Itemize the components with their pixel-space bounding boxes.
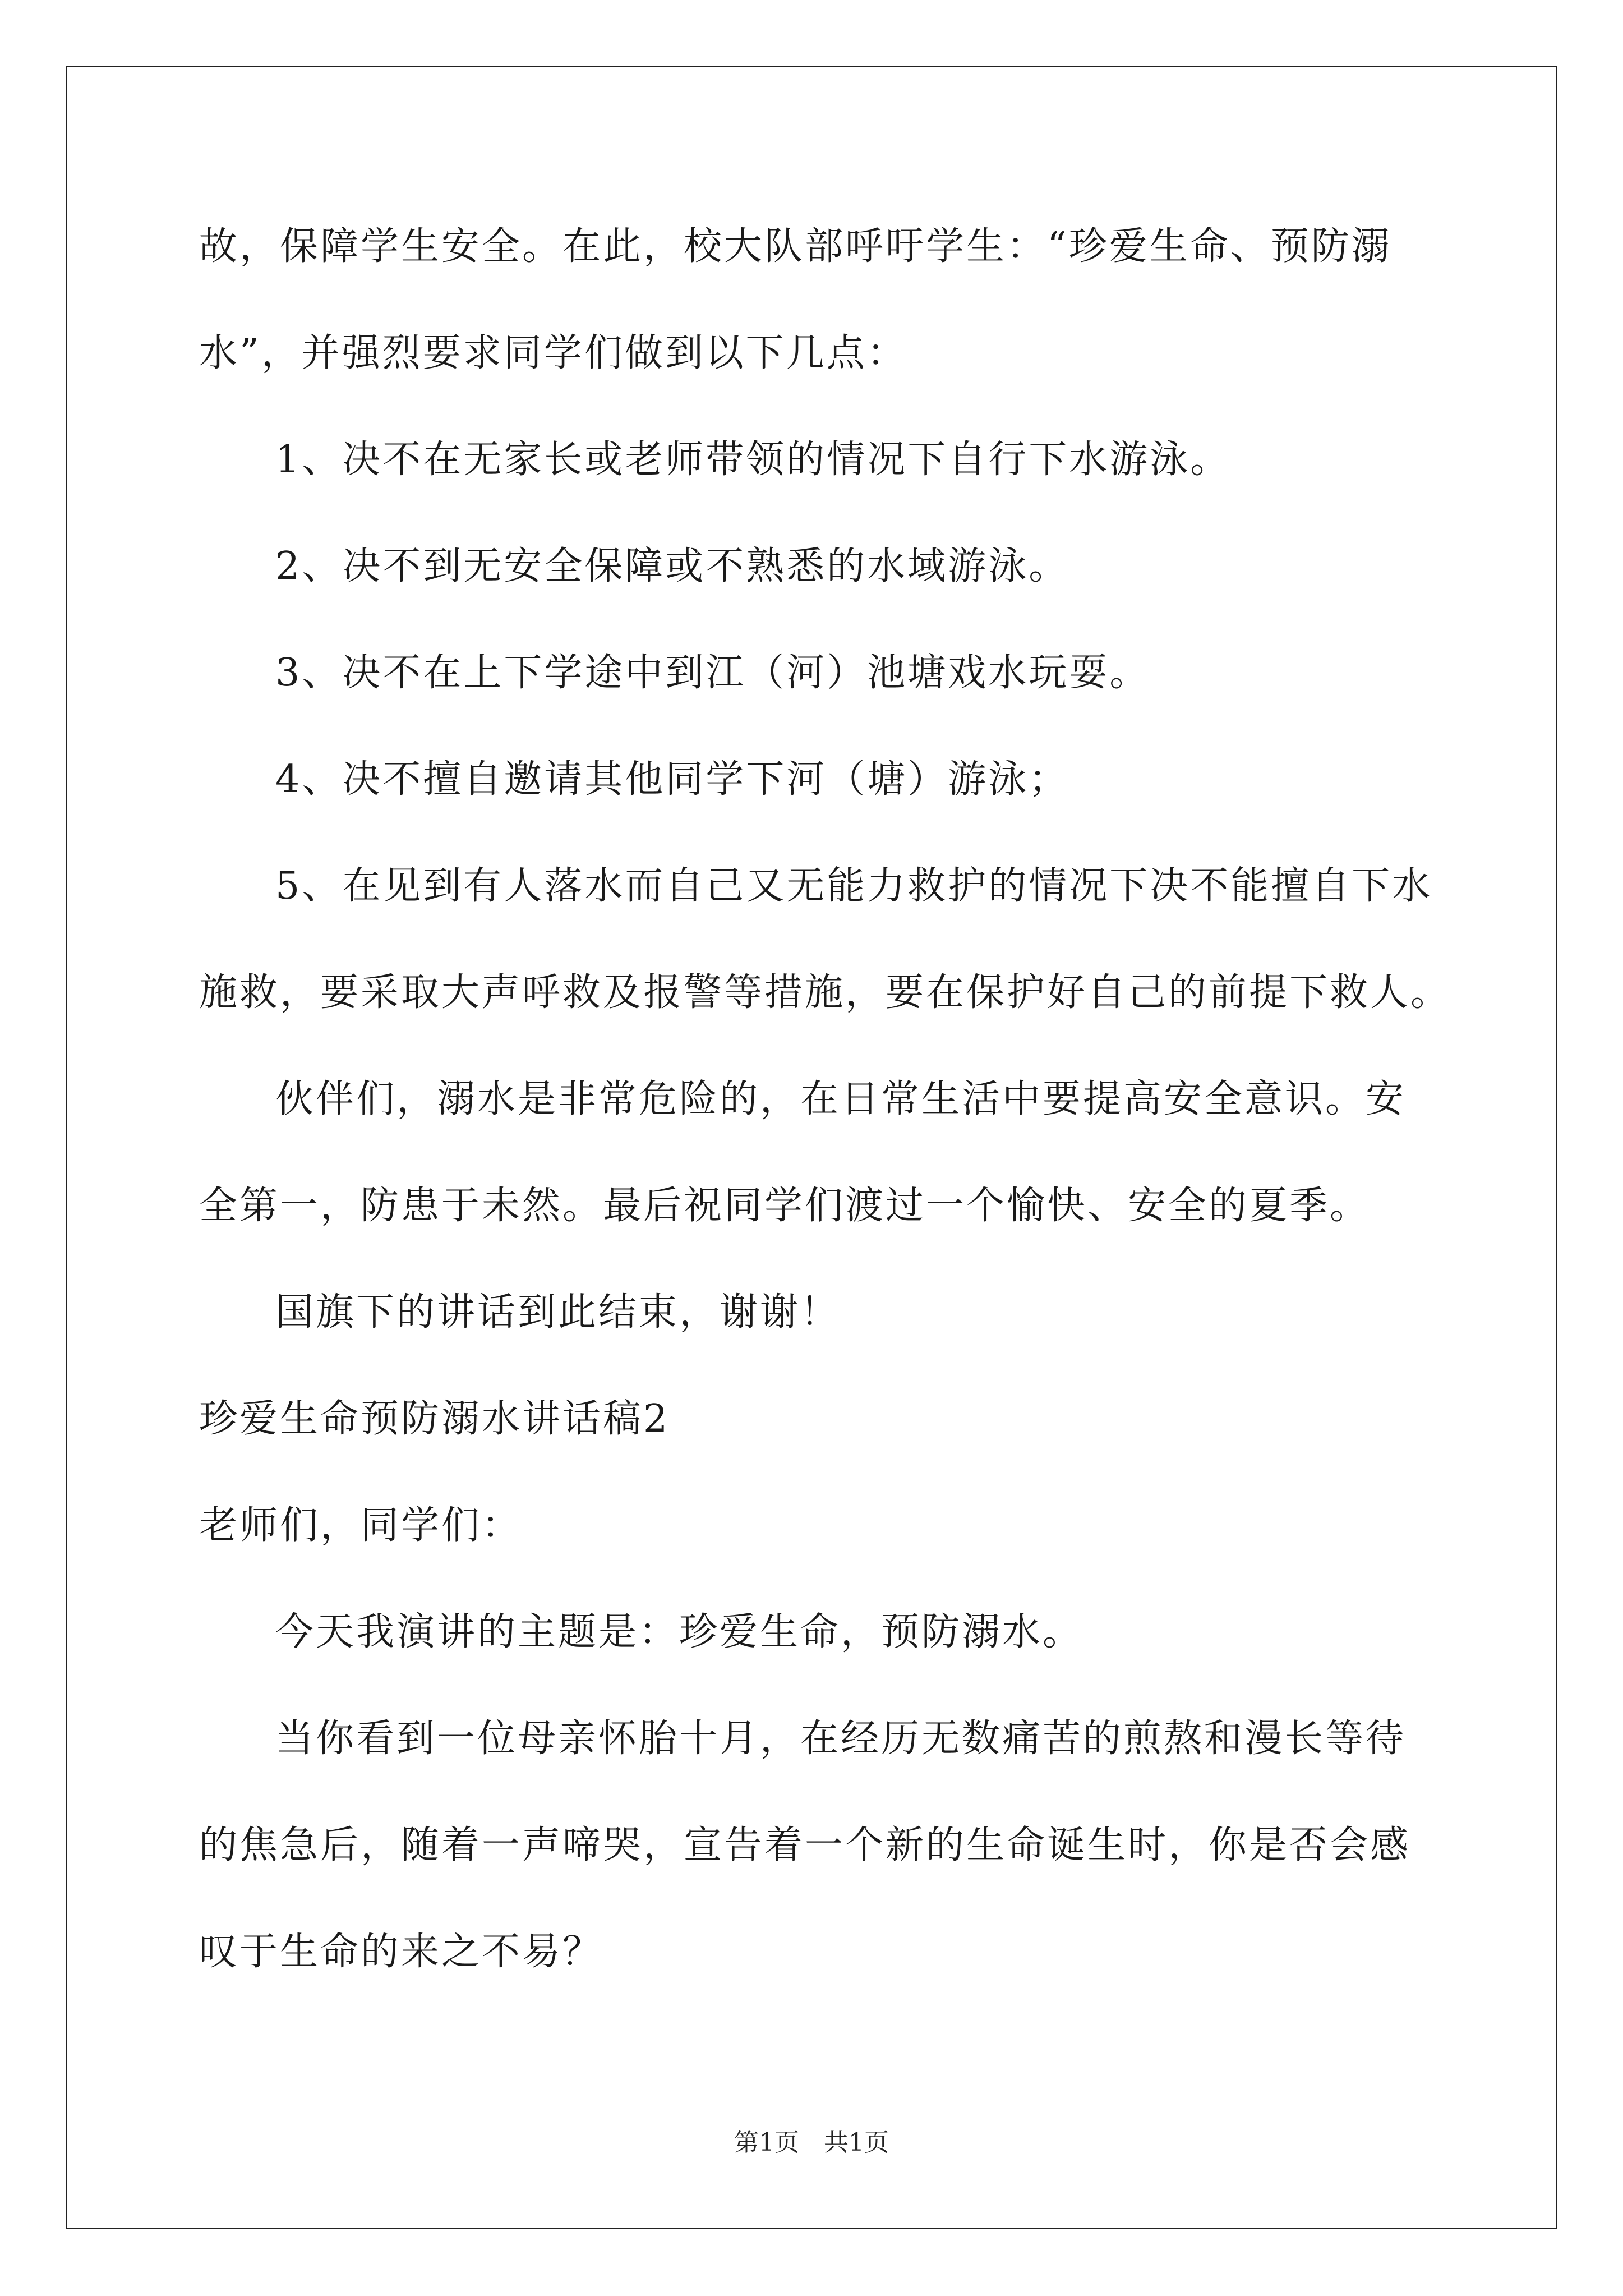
paragraph-line: 伙伴们，溺水是非常危险的，在日常生活中要提高安全意识。安 — [275, 1077, 1407, 1121]
salutation: 老师们，同学们： — [199, 1503, 523, 1548]
paragraph-line: 故，保障学生安全。在此，校大队部呼吁学生：“珍爱生命、预防溺 — [199, 224, 1392, 269]
page-border — [66, 66, 1557, 2229]
list-item-3: 3、决不在上下学途中到江（河）池塘戏水玩耍。 — [275, 651, 1150, 695]
section-title: 珍爱生命预防溺水讲话稿2 — [199, 1397, 670, 1441]
list-item-5: 5、在见到有人落水而自己又无能力救护的情况下决不能擅自下水 — [275, 864, 1433, 908]
page-number: 第1页 共1页 — [734, 2128, 889, 2157]
paragraph-line: 当你看到一位母亲怀胎十月，在经历无数痛苦的煎熬和漫长等待 — [275, 1717, 1407, 1761]
paragraph-line: 叹于生命的来之不易？ — [199, 1930, 603, 1974]
paragraph-line: 今天我演讲的主题是：珍爱生命，预防溺水。 — [275, 1610, 1083, 1654]
paragraph-line: 施救，要采取大声呼救及报警等措施，要在保护好自己的前提下救人。 — [199, 970, 1451, 1015]
list-item-2: 2、决不到无安全保障或不熟悉的水域游泳。 — [275, 544, 1069, 588]
paragraph-line: 的焦急后，随着一声啼哭，宣告着一个新的生命诞生时，你是否会感 — [199, 1823, 1411, 1867]
list-item-4: 4、决不擅自邀请其他同学下河（塘）游泳； — [275, 757, 1069, 802]
list-item-1: 1、决不在无家长或老师带领的情况下自行下水游泳。 — [275, 438, 1231, 482]
paragraph-line: 水”，并强烈要求同学们做到以下几点： — [199, 331, 907, 375]
paragraph-line: 全第一，防患于未然。最后祝同学们渡过一个愉快、安全的夏季。 — [199, 1184, 1371, 1228]
paragraph-line: 国旗下的讲话到此结束，谢谢！ — [275, 1290, 841, 1335]
